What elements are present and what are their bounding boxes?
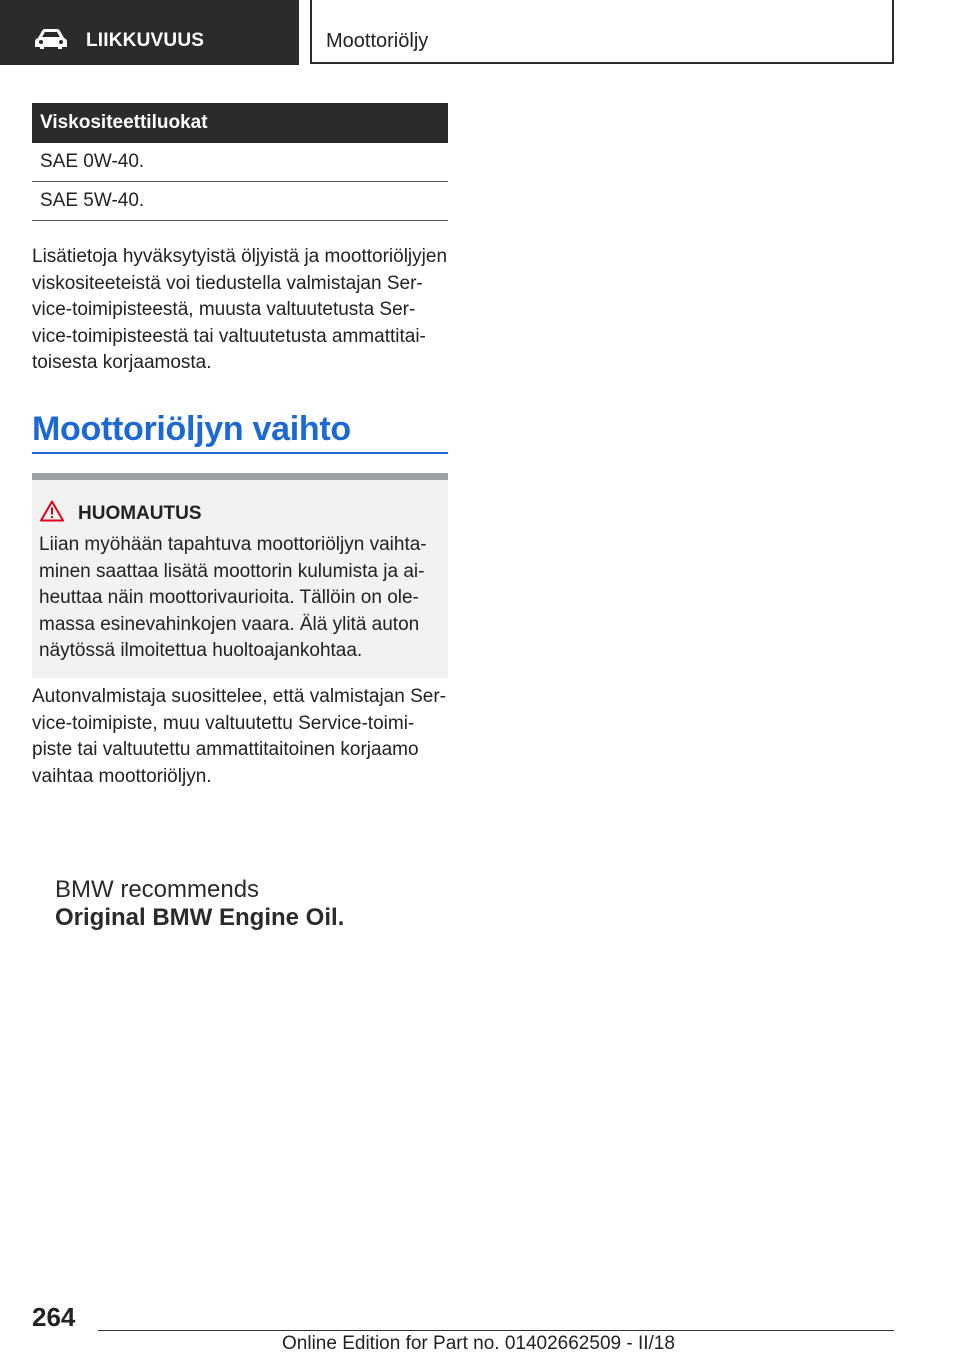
viscosity-table xyxy=(32,103,448,221)
car-icon xyxy=(34,28,68,50)
notice-title: HUOMAUTUS xyxy=(78,503,202,524)
section-title: LIIKKUVUUS xyxy=(86,30,205,51)
text-line: heuttaa näin moottorivaurioita. Tällöin on ole‐ xyxy=(39,587,419,608)
section-heading: Moottoriöljyn vaihto xyxy=(32,410,351,448)
text-line: Liian myöhään tapahtuva moottoriöljyn vaihta‐ xyxy=(39,534,427,555)
text-line: minen saattaa lisätä moottorin kulumista ja ai‐ xyxy=(39,560,425,582)
footer-rule xyxy=(98,1330,894,1331)
text-line: Autonvalmistaja suosittelee, että valmistajan Ser‐ xyxy=(32,686,446,707)
heading-rule xyxy=(32,452,448,454)
chapter-header xyxy=(310,0,894,64)
notice-box xyxy=(32,473,448,678)
brand-line-1: BMW recommends xyxy=(55,876,260,903)
page-number: 264 xyxy=(32,1302,76,1332)
chapter-title: Moottoriöljy xyxy=(326,30,429,52)
text-line: vice-toimipisteestä tai valtuutetusta ammattitai‐ xyxy=(32,325,426,347)
notice-text xyxy=(39,532,439,665)
service-paragraph xyxy=(32,684,452,790)
text-line: massa esinevahinkojen vaara. Älä ylitä auton xyxy=(39,613,420,635)
table-row: SAE 5W-40. xyxy=(32,182,448,221)
footer-edition: Online Edition for Part no. 01402662509 - II/18 xyxy=(282,1333,675,1354)
brand-recommendation xyxy=(55,876,344,932)
text-line: piste tai valtuutettu ammattitaitoinen korjaamo xyxy=(32,739,419,760)
section-header xyxy=(0,0,299,65)
text-line: vice-toimipiste, muu valtuutettu Service-toimi‐ xyxy=(32,712,415,734)
brand-line-2: Original BMW Engine Oil. xyxy=(55,904,345,931)
info-paragraph xyxy=(32,244,452,377)
text-line: Lisätietoja hyväksytyistä öljyistä ja moottoriöljyjen xyxy=(32,246,448,267)
text-line: toisesta korjaamosta. xyxy=(32,352,212,373)
warning-triangle-icon xyxy=(40,500,64,522)
table-header: Viskositeettiluokat xyxy=(32,103,448,143)
notice-bar xyxy=(32,473,448,480)
text-line: vaihtaa moottoriöljyn. xyxy=(32,765,212,787)
text-line: viskositeeteistä voi tiedustella valmistajan Ser‐ xyxy=(32,272,423,294)
text-line: näytössä ilmoitettua huoltoajankohtaa. xyxy=(39,640,363,661)
text-line: vice-toimipisteestä, muusta valtuutetusta Ser‐ xyxy=(32,299,416,320)
table-row: SAE 0W-40. xyxy=(32,143,448,182)
